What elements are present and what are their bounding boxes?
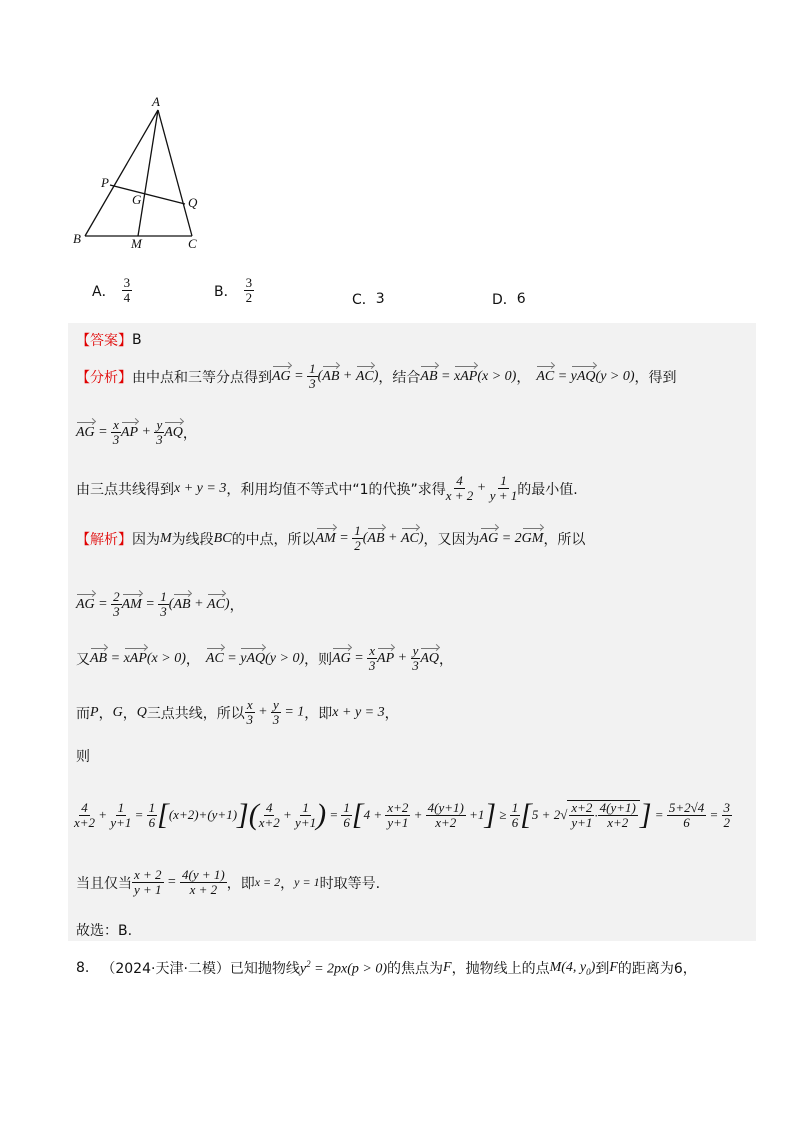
option-c[interactable]: C． 3 — [352, 291, 385, 308]
question-8: 8. （2024·天津·二模） 已知抛物线 $y^2 = 2px(p > 0)$ 的焦点为 F ，抛物线上的点 M(4, $y_0$) 到 F 的距离为6， — [76, 958, 697, 977]
formula-ag-two-thirds: AG = $\frac{2}{3}$ AM = $\frac{1}{3}$ (AB + AC) — [76, 589, 230, 619]
formula-ag-xy: AG = $\frac{x}{3}$ AP + $\frac{y}{3}$ AQ — [76, 417, 183, 447]
option-b-fraction: $\frac{3}{2}$ — [245, 275, 253, 305]
solution-line-5: 则 — [76, 749, 90, 765]
formula-point-m: M(4, $y_0$) — [549, 959, 596, 977]
label-c: C — [188, 236, 197, 251]
side-ac — [158, 110, 192, 236]
solution-line-7: 故选：B. — [76, 923, 133, 939]
formula-ab-xap: AB = xAP(x > 0) — [420, 368, 517, 384]
analysis-line-1: 【分析】 由中点和三等分点得到 AG = $\frac{1}{3}$ (AB + AC) ，结合 AB = xAP(x > 0) ， AC = yAQ(y > 0) ，得到 — [76, 361, 677, 391]
formula-ag-2gm: AG = 2GM — [479, 530, 544, 546]
solution-line-1: 【解析】 因为 M 为线段 BC 的中点，所以 AM = $\frac{1}{2}$ (AB + AC) ，又因为 AG = 2GM ，所以 — [76, 523, 586, 553]
label-p: P — [101, 175, 109, 190]
analysis-tag: 【分析】 — [76, 369, 132, 386]
solution-line-4: 而 P ， G ， Q 三点共线，所以 $\frac{x}{3}$ + $\frac{y}{3}$ = 1 ，即 x + y = 3 ， — [76, 697, 399, 727]
formula-target: $\frac{4}{x + 2}$ + $\frac{1}{y + 1}$ — [445, 473, 518, 503]
option-d[interactable]: D． 6 — [492, 291, 526, 308]
formula-am-half: AM = $\frac{1}{2}$ (AB + AC) — [315, 523, 424, 553]
solution-panel — [68, 323, 756, 941]
side-ab — [85, 110, 158, 236]
question-number: 8. — [76, 960, 90, 976]
solution-tag: 【解析】 — [76, 531, 132, 548]
solution-line-2: AG = $\frac{2}{3}$ AM = $\frac{1}{3}$ (AB + AC) ， — [76, 589, 244, 619]
median-am — [138, 110, 158, 236]
label-b: B — [73, 231, 81, 246]
formula-ag-sum: AG = $\frac{1}{3}$ (AB + AC) — [272, 361, 379, 391]
option-b[interactable]: B． $\frac{3}{2}$ — [214, 275, 253, 305]
solution-line-6: 当且仅当 $\frac{x + 2}{y + 1}$ = $\frac{4(y + 1)}{x + 2}$ ，即 x = 2 ， y = 1 时取等号. — [76, 867, 381, 897]
label-a: A — [152, 94, 160, 109]
option-a[interactable]: A． $\frac{3}{4}$ — [92, 275, 131, 305]
formula-parabola: $y^2 = 2px(p > 0)$ — [299, 958, 388, 977]
triangle-figure — [68, 90, 218, 255]
analysis-line-3: 由三点共线得到 x + y = 3 ，利用均值不等式中“1的代换”求得 $\frac{4}{x + 2}$ + $\frac{1}{y + 1}$ 的最小值. — [76, 473, 578, 503]
label-m: M — [131, 236, 142, 251]
label-g: G — [132, 192, 142, 207]
solution-line-3: 又 AB = xAP(x > 0) ， AC = yAQ(y > 0) ，则 AG = $\frac{x}{3}$ AP + $\frac{y}{3}$ AQ ， — [76, 643, 454, 673]
answer-value: B — [132, 332, 142, 348]
answer-line — [76, 330, 142, 350]
formula-ac-yaq: AC = yAQ(y > 0) — [536, 368, 635, 384]
analysis-line-2: AG = $\frac{x}{3}$ AP + $\frac{y}{3}$ AQ ， — [76, 417, 197, 447]
formula-xy3: x + y = 3 — [174, 480, 227, 496]
label-q: Q — [188, 195, 198, 210]
answer-tag: 【答案】 — [76, 333, 132, 349]
formula-inequality: $\frac{4}{x+2}$ + $\frac{1}{y+1}$ = $\frac{1}{6}$ [ (x+2)+(y+1) ] ( $\frac{4}{x+2}$ + $\frac{1}{y+1}$ ) = $\frac{1}{6}$ [ 4 + $\frac{x+2}{y+1}$ + $\frac{4(y+1)}{x+2}$ +1 ] ≥ $\frac{1}{6}$ [ 5 + 2 √ $\frac{x+2}{y+1}$ · $\frac{4(y+1)}{x+2}$ ] = $\frac{5+2√4}{6}$ = $\frac{3}{2}$ — [74, 798, 731, 831]
option-a-fraction: $\frac{3}{4}$ — [123, 275, 131, 305]
question-source: （2024·天津·二模） — [101, 961, 230, 977]
segment-pq — [110, 185, 185, 204]
